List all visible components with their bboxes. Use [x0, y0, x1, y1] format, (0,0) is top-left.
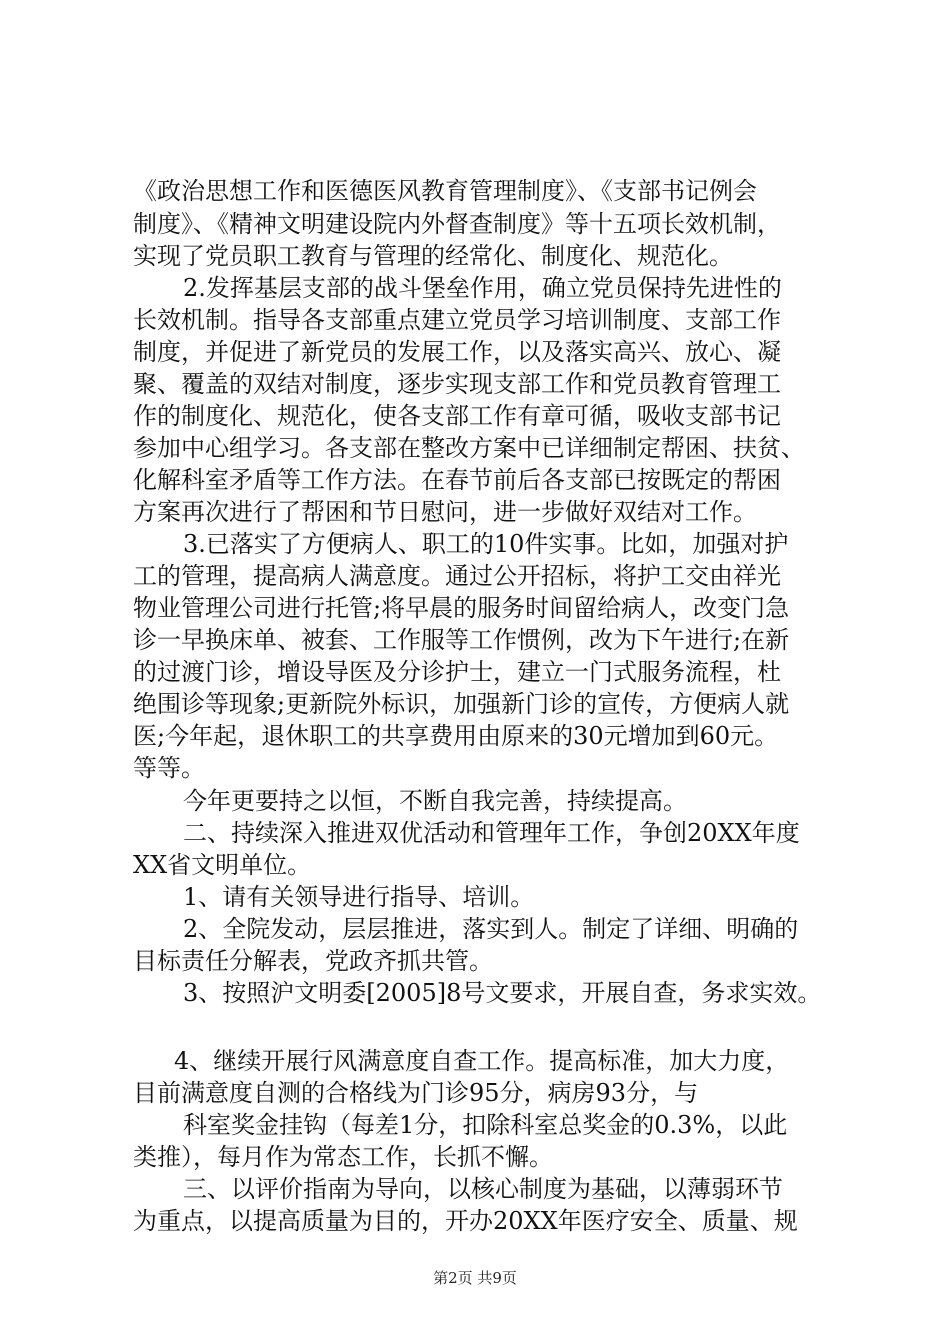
text-line: 为重点，以提高质量为目的，开办20XX年医疗安全、质量、规 — [133, 1207, 798, 1235]
text-line: 目标责任分解表，党政齐抓共管。 — [133, 947, 493, 975]
text-line: 4、继续开展行风满意度自查工作。提高标准，加大力度， — [174, 1047, 790, 1075]
text-line: 制度》、《精神文明建设院内外督查制度》等十五项长效机制， — [133, 210, 781, 238]
text-line: 绝围诊等现象;更新院外标识，加强新门诊的宣传，方便病人就 — [133, 690, 790, 718]
text-line: 作的制度化、规范化，使各支部工作有章可循，吸收支部书记 — [133, 402, 781, 430]
text-line: XX省文明单位。 — [133, 851, 312, 879]
text-line: 3.已落实了方便病人、职工的10件实事。比如，加强对护 — [183, 530, 789, 558]
text-line: 的过渡门诊，增设导医及分诊护士，建立一门式服务流程，杜 — [133, 658, 781, 686]
text-line: 目前满意度自测的合格线为门诊95分，病房93分，与 — [133, 1079, 699, 1107]
page-number: 第2页 共9页 — [433, 1269, 517, 1287]
text-line: 长效机制。指导各支部重点建立党员学习培训制度、支部工作 — [133, 306, 781, 334]
text-line: 1、请有关领导进行指导、培训。 — [183, 883, 535, 911]
text-line: 参加中心组学习。各支部在整改方案中已详细制定帮困、扶贫、 — [133, 434, 805, 462]
text-line: 今年更要持之以恒，不断自我完善，持续提高。 — [183, 787, 687, 815]
text-line: 制度，并促进了新党员的发展工作，以及落实高兴、放心、凝 — [133, 338, 781, 366]
text-line: 化解科室矛盾等工作方法。在春节前后各支部已按既定的帮困 — [133, 466, 781, 494]
text-line: 工的管理，提高病人满意度。通过公开招标，将护工交由祥光 — [133, 562, 781, 590]
text-line: 《政治思想工作和医德医风教育管理制度》、《支部书记例会 — [133, 177, 757, 205]
text-line: 科室奖金挂钩（每差1分，扣除科室总奖金的0.3%，以此 — [183, 1111, 788, 1139]
text-line: 二、持续深入推进双优活动和管理年工作，争创20XX年度 — [183, 819, 800, 847]
text-line: 诊一早换床单、被套、工作服等工作惯例，改为下午进行;在新 — [133, 626, 790, 654]
text-line: 3、按照沪文明委[2005]8号文要求，开展自查，务求实效。 — [183, 979, 822, 1007]
text-line: 实现了党员职工教育与管理的经常化、制度化、规范化。 — [133, 242, 733, 270]
text-line: 方案再次进行了帮困和节日慰问，进一步做好双结对工作。 — [133, 498, 757, 526]
text-line: 聚、覆盖的双结对制度，逐步实现支部工作和党员教育管理工 — [133, 370, 781, 398]
text-line: 2.发挥基层支部的战斗堡垒作用，确立党员保持先进性的 — [183, 274, 782, 302]
text-line: 三、以评价指南为导向，以核心制度为基础，以薄弱环节 — [183, 1175, 783, 1203]
text-line: 等等。 — [133, 754, 205, 782]
text-line: 类推），每月作为常态工作，长抓不懈。 — [133, 1143, 553, 1171]
text-line: 2、全院发动，层层推进，落实到人。制定了详细、明确的 — [183, 915, 799, 943]
text-line: 物业管理公司进行托管;将早晨的服务时间留给病人，改变门急 — [133, 594, 790, 622]
text-line: 医;今年起，退休职工的共享费用由原来的30元增加到60元。 — [133, 722, 779, 750]
